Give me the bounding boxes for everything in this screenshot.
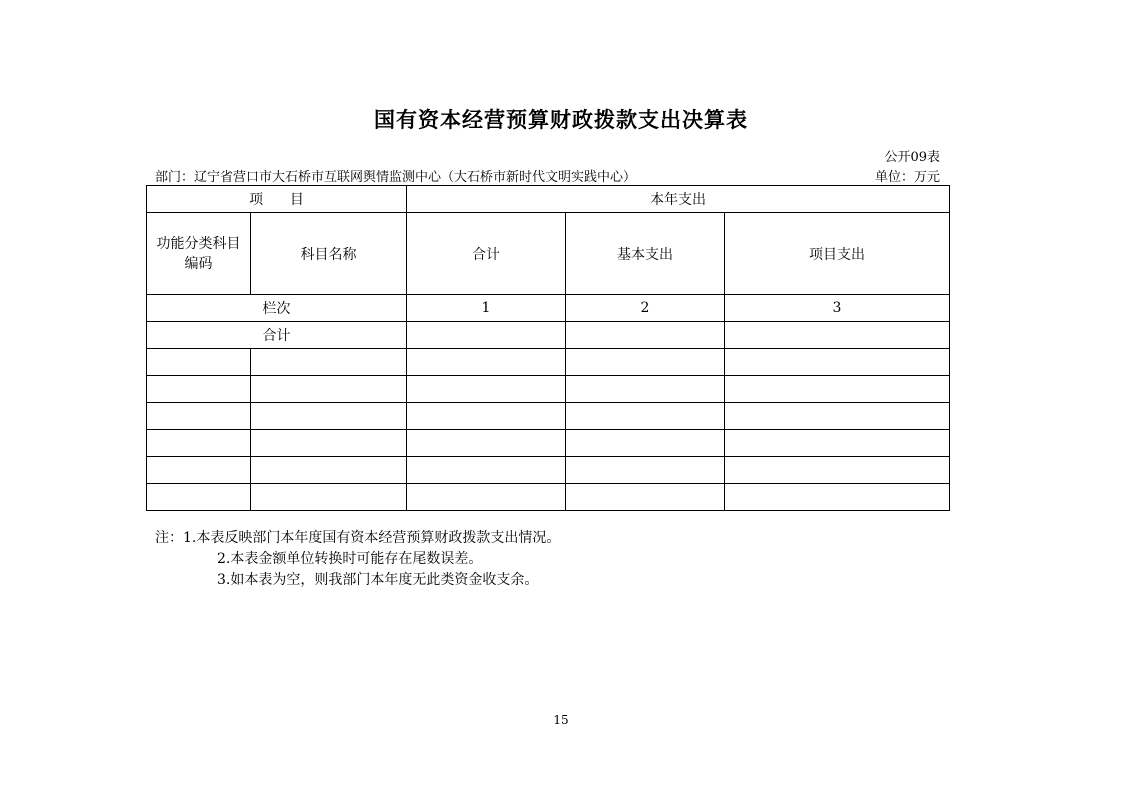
header-current-year: 本年支出 <box>407 186 950 213</box>
page-title: 国有资本经营预算财政拨款支出决算表 <box>374 107 748 132</box>
note-2: 2.本表金额单位转换时可能存在尾数误差。 <box>217 551 483 567</box>
table-cell <box>566 349 725 376</box>
note-1: 注：1.本表反映部门本年度国有资本经营预算财政拨款支出情况。 <box>155 530 561 546</box>
table-row <box>147 484 950 511</box>
table-cell <box>566 457 725 484</box>
table-row <box>147 457 950 484</box>
table-cell <box>147 403 251 430</box>
row-column-index: 栏次 <box>147 295 407 322</box>
notes <box>155 528 560 591</box>
expenditure-table <box>146 185 950 511</box>
total-cell <box>566 322 725 349</box>
table-cell <box>725 376 950 403</box>
department-label: 部门：辽宁省营口市大石桥市互联网舆情监测中心（大石桥市新时代文明实践中心） <box>155 170 637 185</box>
header-subject-name: 科目名称 <box>251 213 407 295</box>
table-cell <box>251 349 407 376</box>
table-cell <box>251 376 407 403</box>
table-row-index <box>147 295 950 322</box>
table-subheader-row <box>147 213 950 295</box>
table-cell <box>147 349 251 376</box>
form-number: 公开09表 <box>884 150 940 165</box>
table-cell <box>407 430 566 457</box>
table-cell <box>251 403 407 430</box>
table-cell <box>251 430 407 457</box>
table-cell <box>147 376 251 403</box>
table-cell <box>725 484 950 511</box>
index-3: 3 <box>725 295 950 322</box>
table-cell <box>566 376 725 403</box>
table-cell <box>725 457 950 484</box>
table-cell <box>566 403 725 430</box>
unit-label: 单位：万元 <box>874 170 940 185</box>
table-cell <box>407 376 566 403</box>
table-cell <box>147 430 251 457</box>
total-cell <box>725 322 950 349</box>
header-project: 项 目 <box>147 186 407 213</box>
index-1: 1 <box>407 295 566 322</box>
index-2: 2 <box>566 295 725 322</box>
table-row <box>147 430 950 457</box>
table-cell <box>725 349 950 376</box>
table-cell <box>725 403 950 430</box>
table-cell <box>566 484 725 511</box>
table-row <box>147 349 950 376</box>
table-row <box>147 376 950 403</box>
table-row <box>147 403 950 430</box>
table-cell <box>147 457 251 484</box>
header-total: 合计 <box>407 213 566 295</box>
page-number: 15 <box>553 713 569 727</box>
header-basic: 基本支出 <box>566 213 725 295</box>
table-cell <box>407 349 566 376</box>
row-total-label: 合计 <box>147 322 407 349</box>
total-cell <box>407 322 566 349</box>
table-header-row <box>147 186 950 213</box>
table-cell <box>407 457 566 484</box>
table-row-total <box>147 322 950 349</box>
table-cell <box>251 484 407 511</box>
table-cell <box>147 484 251 511</box>
table-cell <box>407 484 566 511</box>
table-cell <box>566 430 725 457</box>
table-cell <box>251 457 407 484</box>
header-func-code: 功能分类科目编码 <box>147 213 251 295</box>
header-project-exp: 项目支出 <box>725 213 950 295</box>
table-cell <box>407 403 566 430</box>
note-3: 3.如本表为空，则我部门本年度无此类资金收支余。 <box>217 572 539 588</box>
table-cell <box>725 430 950 457</box>
